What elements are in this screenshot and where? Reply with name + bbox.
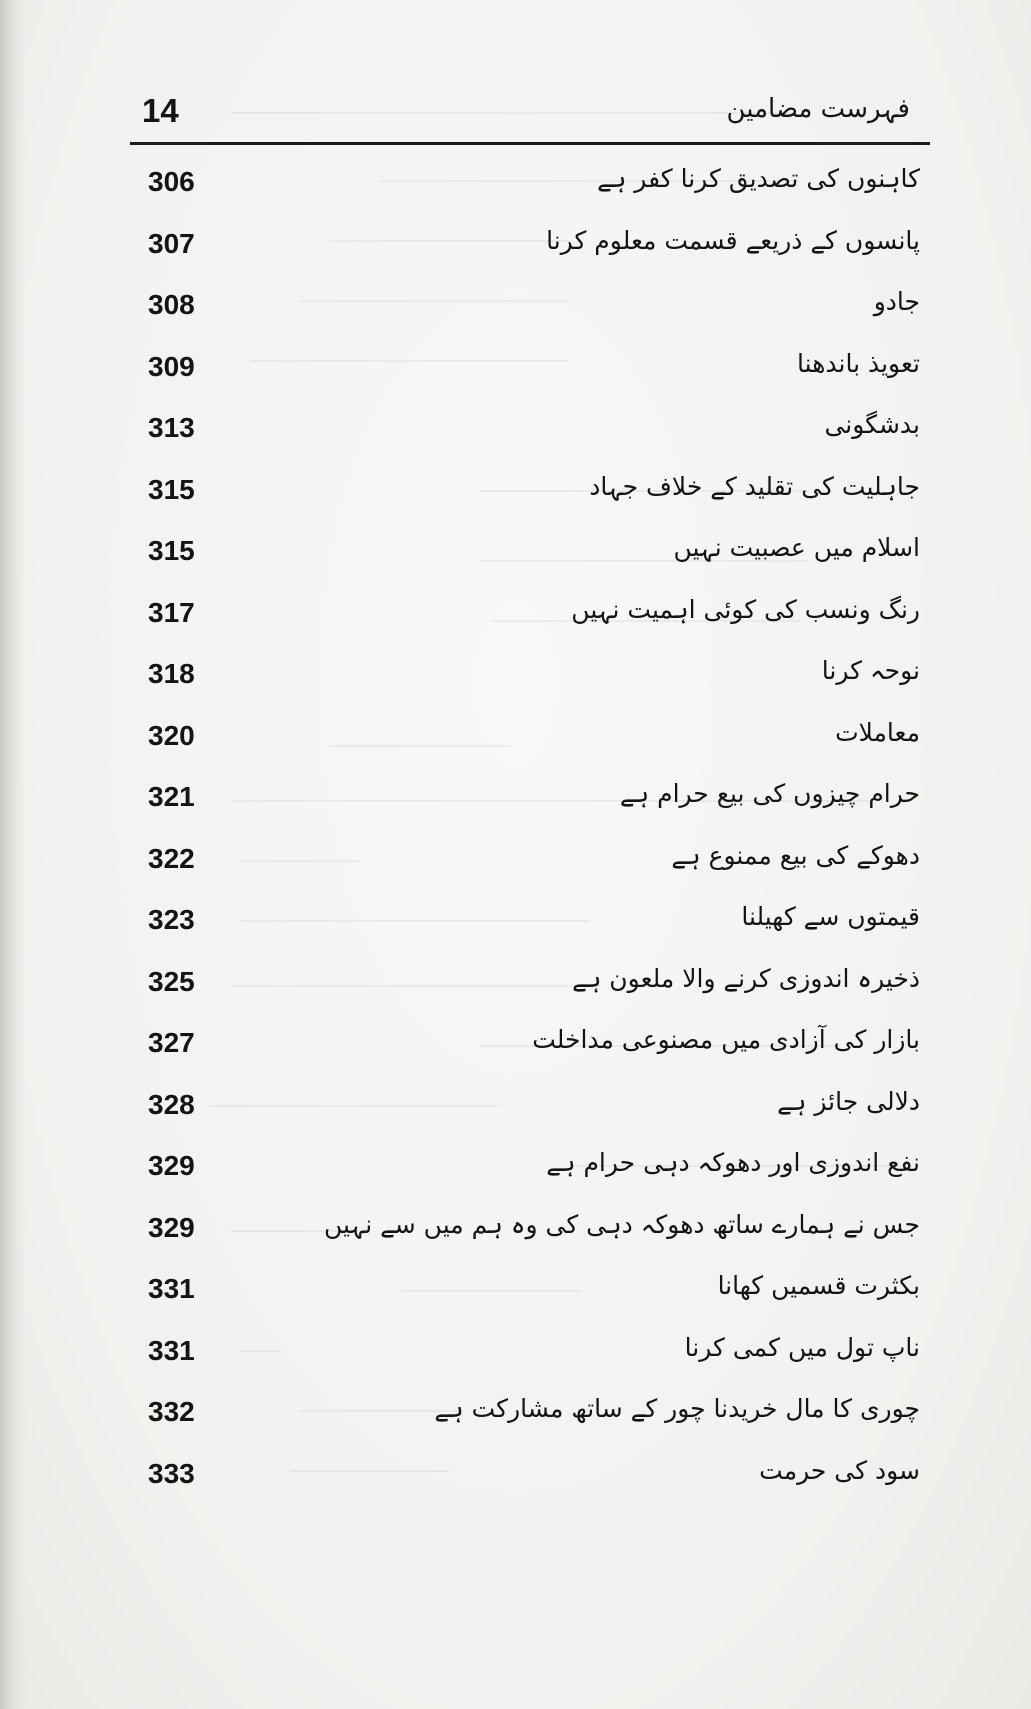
toc-page-number: 313 xyxy=(148,412,195,443)
toc-page-number: 317 xyxy=(148,596,195,628)
toc-entry xyxy=(140,837,920,899)
toc-entry xyxy=(140,468,920,530)
running-title: فہرست مضامین xyxy=(726,94,910,124)
toc-entry xyxy=(140,652,920,714)
toc-page-number: 325 xyxy=(148,965,195,997)
toc-page-number: 329 xyxy=(148,1211,195,1243)
toc-title: جادو xyxy=(873,287,920,316)
toc-title: معاملات xyxy=(835,717,920,747)
toc-title: دلالی جائز ہے xyxy=(777,1086,920,1116)
toc-page-number: 309 xyxy=(148,350,195,382)
toc-page-number: 331 xyxy=(148,1273,195,1304)
toc-page-number: 329 xyxy=(148,1150,195,1181)
toc-page-number: 315 xyxy=(148,473,195,505)
toc-title: قیمتوں سے کھیلنا xyxy=(741,902,920,931)
toc-entry xyxy=(140,591,920,653)
toc-title: چوری کا مال خریدنا چور کے ساتھ مشارکت ہے xyxy=(434,1394,920,1423)
toc-title: بکثرت قسمیں کھانا xyxy=(717,1271,920,1300)
toc-entry xyxy=(140,1452,920,1514)
toc-title: سود کی حرمت xyxy=(759,1455,920,1485)
toc-page-number: 321 xyxy=(148,781,195,812)
toc-entry xyxy=(140,283,920,345)
page-header xyxy=(130,90,930,140)
toc-page-number: 331 xyxy=(148,1334,195,1366)
toc-page-number: 306 xyxy=(148,166,195,197)
toc-page-number: 327 xyxy=(148,1027,195,1058)
toc-entry xyxy=(140,1144,920,1206)
toc-title: پانسوں کے ذریعے قسمت معلوم کرنا xyxy=(546,225,920,255)
toc-entry xyxy=(140,775,920,837)
header-rule xyxy=(130,142,930,145)
toc-entry xyxy=(140,1267,920,1329)
toc-entry xyxy=(140,529,920,591)
toc-title: تعویذ باندھنا xyxy=(797,348,920,378)
toc-entry xyxy=(140,1206,920,1268)
toc-title: نوحہ کرنا xyxy=(821,656,920,685)
toc-entry xyxy=(140,345,920,407)
toc-entry xyxy=(140,1390,920,1452)
toc-title: جاہلیت کی تقلید کے خلاف جہاد xyxy=(589,471,920,501)
toc-entry xyxy=(140,160,920,222)
toc-entry xyxy=(140,1329,920,1391)
page-number: 14 xyxy=(142,92,179,129)
toc-page-number: 320 xyxy=(148,719,195,751)
toc-page-number: 307 xyxy=(148,227,195,259)
toc-page-number: 323 xyxy=(148,904,195,935)
toc-title: بازار کی آزادی میں مصنوعی مداخلت xyxy=(532,1025,920,1054)
toc-title: جس نے ہمارے ساتھ دھوکہ دہی کی وہ ہم میں سے نہیں xyxy=(324,1209,920,1239)
toc-page-number: 328 xyxy=(148,1088,195,1120)
toc-entry xyxy=(140,898,920,960)
page-edge-shadow xyxy=(0,0,26,1709)
toc-title: نفع اندوزی اور دھوکہ دہی حرام ہے xyxy=(546,1148,920,1177)
toc-title: رنگ ونسب کی کوئی اہمیت نہیں xyxy=(571,594,920,624)
toc-page-number: 318 xyxy=(148,658,195,689)
toc-entry xyxy=(140,1021,920,1083)
toc-entry xyxy=(140,222,920,284)
toc-page-number: 308 xyxy=(148,289,195,320)
toc-entry xyxy=(140,1083,920,1145)
toc-entry xyxy=(140,960,920,1022)
toc-page-number: 322 xyxy=(148,842,195,874)
toc-title: اسلام میں عصبیت نہیں xyxy=(673,533,920,562)
toc-title: ذخیرہ اندوزی کرنے والا ملعون ہے xyxy=(572,963,920,993)
toc-title: دھوکے کی بیع ممنوع ہے xyxy=(671,840,920,870)
toc-page-number: 332 xyxy=(148,1396,195,1427)
toc-title: کاہنوں کی تصدیق کرنا کفر ہے xyxy=(597,164,920,193)
toc-title: ناپ تول میں کمی کرنا xyxy=(684,1332,920,1362)
toc-page-number: 315 xyxy=(148,535,195,566)
toc-entry xyxy=(140,406,920,468)
toc-entry xyxy=(140,714,920,776)
toc-page-number: 333 xyxy=(148,1457,195,1489)
toc-title: بدشگونی xyxy=(824,410,920,439)
table-of-contents xyxy=(140,160,920,1513)
toc-title: حرام چیزوں کی بیع حرام ہے xyxy=(619,779,920,808)
